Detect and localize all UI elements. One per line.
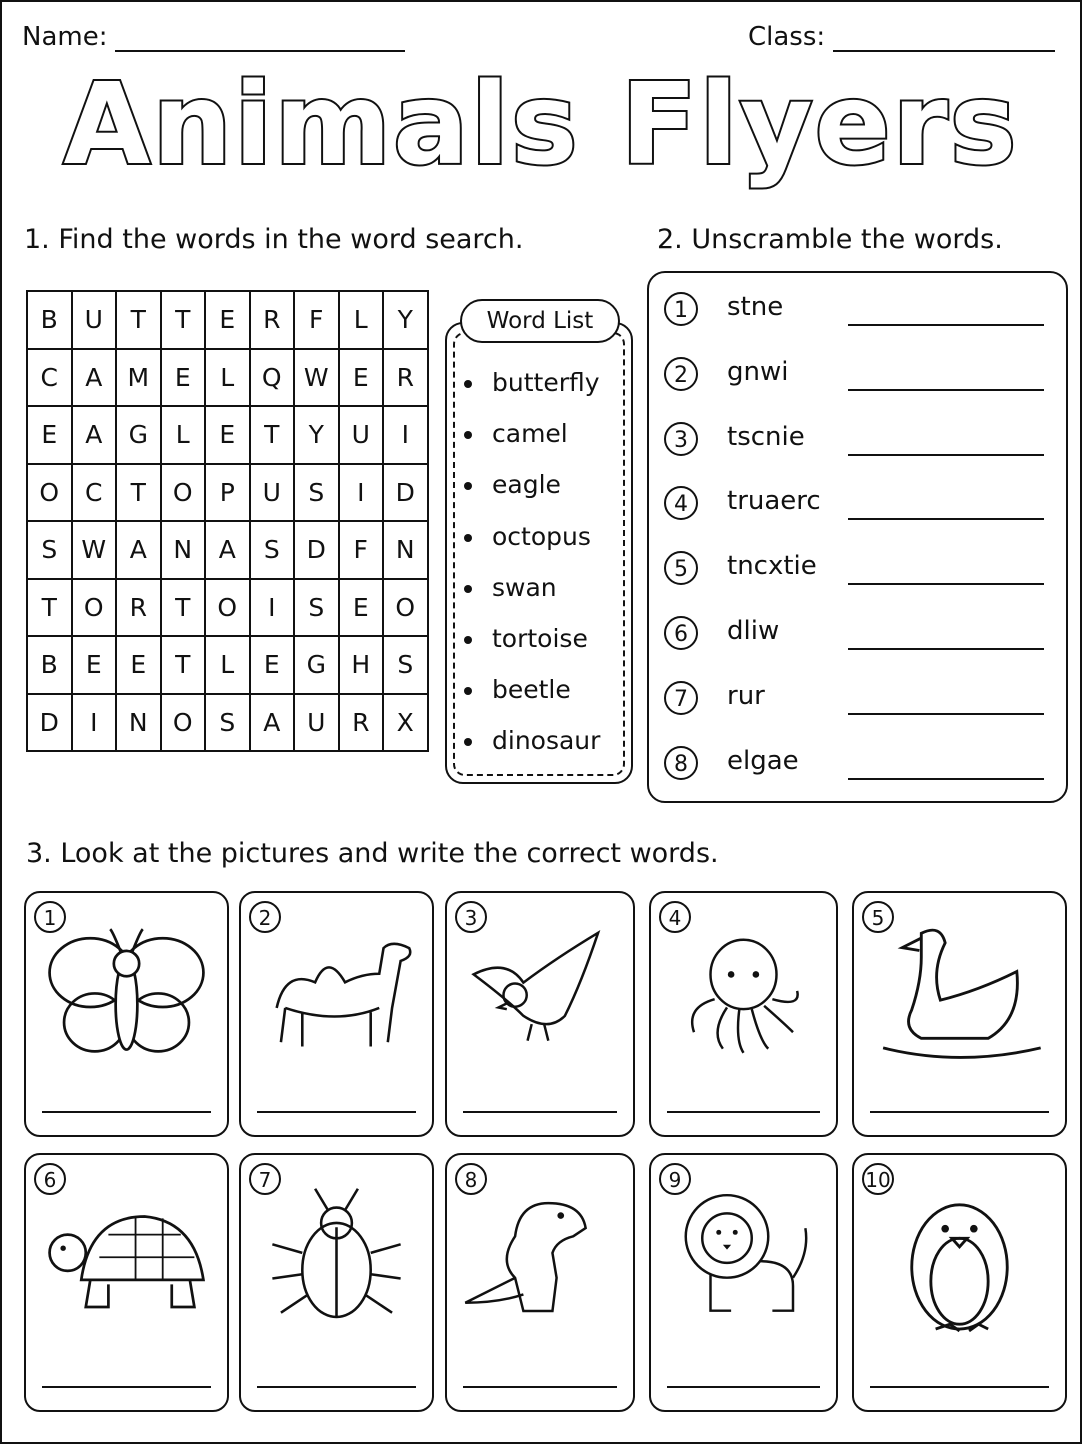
unscramble-row — [664, 680, 765, 715]
scrambled-word: gnwi — [727, 356, 789, 387]
word-list-text: camel — [492, 419, 568, 449]
scrambled-word: dliw — [727, 616, 780, 646]
grid-cell[interactable]: E — [250, 636, 295, 694]
grid-cell[interactable]: Y — [294, 406, 339, 464]
bullet-icon — [464, 738, 472, 746]
number-badge: 2 — [249, 901, 281, 933]
number-badge: 3 — [664, 422, 698, 456]
grid-cell[interactable]: T — [250, 406, 295, 464]
grid-cell[interactable]: D — [383, 464, 428, 522]
grid-cell[interactable]: P — [205, 464, 250, 522]
grid-cell[interactable]: D — [294, 521, 339, 579]
grid-cell[interactable]: A — [72, 349, 117, 407]
word-list-item — [464, 624, 588, 653]
number-badge: 4 — [664, 486, 698, 520]
grid-cell[interactable]: A — [205, 521, 250, 579]
number-badge: 5 — [862, 901, 894, 933]
grid-cell[interactable]: N — [383, 521, 428, 579]
answer-line[interactable] — [848, 324, 1044, 326]
answer-line[interactable] — [463, 1111, 617, 1113]
scrambled-word: stne — [727, 292, 784, 322]
grid-cell[interactable]: U — [72, 291, 117, 349]
grid-cell[interactable]: S — [27, 521, 72, 579]
word-list-title: Word List — [460, 299, 620, 343]
picture-card — [445, 1153, 635, 1412]
grid-cell[interactable]: I — [339, 464, 384, 522]
eagle-icon — [457, 913, 623, 1073]
number-badge: 9 — [659, 1163, 691, 1195]
picture-card — [649, 891, 838, 1137]
picture-card — [24, 891, 229, 1137]
unscramble-row — [664, 356, 789, 391]
butterfly-icon — [36, 913, 217, 1073]
grid-cell[interactable]: N — [161, 521, 206, 579]
answer-line[interactable] — [42, 1386, 211, 1388]
grid-row — [27, 349, 428, 407]
word-list-text: dinosaur — [492, 726, 601, 756]
grid-cell[interactable]: Y — [383, 291, 428, 349]
unscramble-row — [664, 292, 784, 326]
answer-line[interactable] — [848, 778, 1044, 780]
camel-icon — [251, 913, 422, 1073]
unscramble-row — [664, 745, 799, 780]
grid-cell[interactable]: R — [339, 694, 384, 752]
answer-line[interactable] — [848, 583, 1044, 585]
octopus-icon — [661, 913, 826, 1073]
grid-cell[interactable]: T — [27, 579, 72, 637]
grid-cell[interactable]: O — [27, 464, 72, 522]
answer-line[interactable] — [848, 713, 1044, 715]
grid-cell[interactable]: X — [383, 694, 428, 752]
picture-card — [852, 1153, 1067, 1412]
dinosaur-icon — [457, 1175, 623, 1335]
grid-cell[interactable]: L — [205, 349, 250, 407]
grid-cell[interactable]: F — [294, 291, 339, 349]
grid-row — [27, 579, 428, 637]
unscramble-row — [664, 486, 821, 520]
grid-row — [27, 406, 428, 464]
bullet-icon — [464, 636, 472, 644]
grid-row — [27, 291, 428, 349]
scrambled-word: elgae — [727, 745, 799, 776]
class-line[interactable] — [833, 50, 1055, 52]
word-list-text: tortoise — [492, 624, 588, 653]
bullet-icon — [464, 380, 472, 388]
bullet-icon — [464, 585, 472, 593]
grid-row — [27, 521, 428, 579]
tortoise-icon — [36, 1175, 217, 1335]
grid-cell[interactable]: U — [250, 464, 295, 522]
bullet-icon — [464, 431, 472, 439]
word-list-item — [464, 573, 557, 602]
picture-card — [852, 891, 1067, 1137]
grid-cell[interactable]: U — [294, 694, 339, 752]
word-list-item — [464, 675, 571, 704]
number-badge: 5 — [664, 551, 698, 585]
picture-card — [649, 1153, 838, 1412]
grid-cell[interactable]: E — [116, 636, 161, 694]
grid-cell[interactable]: I — [383, 406, 428, 464]
bullet-icon — [464, 482, 472, 490]
grid-cell[interactable]: T — [161, 636, 206, 694]
section3-heading: 3. Look at the pictures and write the correct words. — [26, 838, 719, 869]
picture-card — [239, 1153, 434, 1412]
bullet-icon — [464, 687, 472, 695]
grid-cell[interactable]: S — [294, 464, 339, 522]
number-badge: 10 — [862, 1163, 894, 1195]
answer-line[interactable] — [667, 1386, 820, 1388]
unscramble-box — [647, 271, 1068, 803]
grid-cell[interactable]: W — [72, 521, 117, 579]
number-badge: 1 — [664, 292, 698, 326]
class-label: Class: — [748, 22, 826, 52]
grid-cell[interactable]: T — [116, 464, 161, 522]
answer-line[interactable] — [667, 1111, 820, 1113]
grid-cell[interactable]: T — [161, 291, 206, 349]
answer-line[interactable] — [257, 1386, 416, 1388]
grid-cell[interactable]: A — [250, 694, 295, 752]
grid-cell[interactable]: E — [161, 349, 206, 407]
beetle-icon — [251, 1175, 422, 1335]
grid-cell[interactable]: L — [161, 406, 206, 464]
answer-line[interactable] — [848, 518, 1044, 520]
word-search-grid — [26, 290, 429, 752]
grid-cell[interactable]: C — [72, 464, 117, 522]
grid-cell[interactable]: B — [27, 291, 72, 349]
grid-cell[interactable]: L — [339, 291, 384, 349]
answer-line[interactable] — [42, 1111, 211, 1113]
number-badge: 4 — [659, 901, 691, 933]
name-line[interactable] — [115, 50, 405, 52]
section2-heading: 2. Unscramble the words. — [657, 224, 1003, 255]
grid-cell[interactable]: O — [72, 579, 117, 637]
number-badge: 7 — [664, 681, 698, 715]
grid-cell[interactable]: D — [27, 694, 72, 752]
number-badge: 7 — [249, 1163, 281, 1195]
picture-card — [24, 1153, 229, 1412]
grid-cell[interactable]: R — [116, 579, 161, 637]
grid-cell[interactable]: H — [339, 636, 384, 694]
unscramble-row — [664, 616, 780, 650]
unscramble-row — [664, 421, 805, 456]
grid-cell[interactable]: E — [72, 636, 117, 694]
grid-cell[interactable]: L — [205, 636, 250, 694]
grid-cell[interactable]: R — [383, 349, 428, 407]
answer-line[interactable] — [848, 389, 1044, 391]
scrambled-word: tncxtie — [727, 551, 817, 582]
grid-cell[interactable]: G — [294, 636, 339, 694]
picture-card — [239, 891, 434, 1137]
grid-cell[interactable]: S — [294, 579, 339, 637]
grid-cell[interactable]: W — [294, 349, 339, 407]
grid-cell[interactable]: U — [339, 406, 384, 464]
word-list-text: beetle — [492, 675, 571, 705]
bullet-icon — [464, 534, 472, 542]
scrambled-word: tscnie — [727, 421, 805, 452]
grid-cell[interactable]: O — [205, 579, 250, 637]
word-list-item — [464, 522, 591, 551]
word-list-text: swan — [492, 572, 557, 602]
grid-cell[interactable]: M — [116, 349, 161, 407]
grid-cell[interactable]: S — [250, 521, 295, 579]
grid-cell[interactable]: S — [383, 636, 428, 694]
grid-cell[interactable]: E — [205, 406, 250, 464]
word-list-item — [464, 470, 561, 499]
scrambled-word: truaerc — [727, 486, 821, 517]
word-list-text: butterfly — [492, 368, 600, 397]
grid-row — [27, 464, 428, 522]
answer-line[interactable] — [848, 454, 1044, 456]
grid-cell[interactable]: N — [116, 694, 161, 752]
page-title: Animals Flyers — [63, 60, 1019, 190]
swan-icon — [864, 913, 1055, 1073]
grid-cell[interactable]: O — [383, 579, 428, 637]
grid-cell[interactable]: I — [250, 579, 295, 637]
grid-cell[interactable]: E — [27, 406, 72, 464]
grid-cell[interactable]: G — [116, 406, 161, 464]
scrambled-word: rur — [727, 680, 765, 711]
name-field — [22, 22, 405, 52]
number-badge: 1 — [34, 901, 66, 933]
unscramble-row — [664, 551, 817, 585]
lion-icon — [661, 1175, 826, 1335]
answer-line[interactable] — [870, 1386, 1049, 1388]
grid-cell[interactable]: Q — [250, 349, 295, 407]
number-badge: 3 — [455, 901, 487, 933]
number-badge: 6 — [664, 616, 698, 650]
grid-cell[interactable]: A — [72, 406, 117, 464]
penguin-icon — [864, 1175, 1055, 1335]
grid-cell[interactable]: R — [250, 291, 295, 349]
grid-row — [27, 694, 428, 752]
grid-row — [27, 636, 428, 694]
grid-cell[interactable]: F — [339, 521, 384, 579]
grid-cell[interactable]: T — [116, 291, 161, 349]
word-list-item — [464, 419, 568, 448]
grid-cell[interactable]: E — [339, 579, 384, 637]
grid-cell[interactable]: E — [205, 291, 250, 349]
answer-line[interactable] — [463, 1386, 617, 1388]
grid-cell[interactable]: C — [27, 349, 72, 407]
grid-cell[interactable]: E — [339, 349, 384, 407]
number-badge: 6 — [34, 1163, 66, 1195]
word-list-item — [464, 368, 600, 397]
grid-cell[interactable]: S — [205, 694, 250, 752]
name-label: Name: — [22, 22, 108, 52]
grid-cell[interactable]: I — [72, 694, 117, 752]
picture-card — [445, 891, 635, 1137]
grid-cell[interactable]: T — [161, 579, 206, 637]
number-badge: 8 — [455, 1163, 487, 1195]
grid-cell[interactable]: O — [161, 464, 206, 522]
number-badge: 2 — [664, 357, 698, 391]
grid-cell[interactable]: A — [116, 521, 161, 579]
word-list-text: octopus — [492, 521, 591, 551]
grid-cell[interactable]: B — [27, 636, 72, 694]
grid-cell[interactable]: O — [161, 694, 206, 752]
class-field — [748, 22, 1055, 52]
number-badge: 8 — [664, 746, 698, 780]
word-list-text: eagle — [492, 470, 561, 500]
answer-line[interactable] — [848, 648, 1044, 650]
section1-heading: 1. Find the words in the word search. — [24, 224, 524, 255]
answer-line[interactable] — [870, 1111, 1049, 1113]
answer-line[interactable] — [257, 1111, 416, 1113]
word-list-item — [464, 726, 600, 755]
